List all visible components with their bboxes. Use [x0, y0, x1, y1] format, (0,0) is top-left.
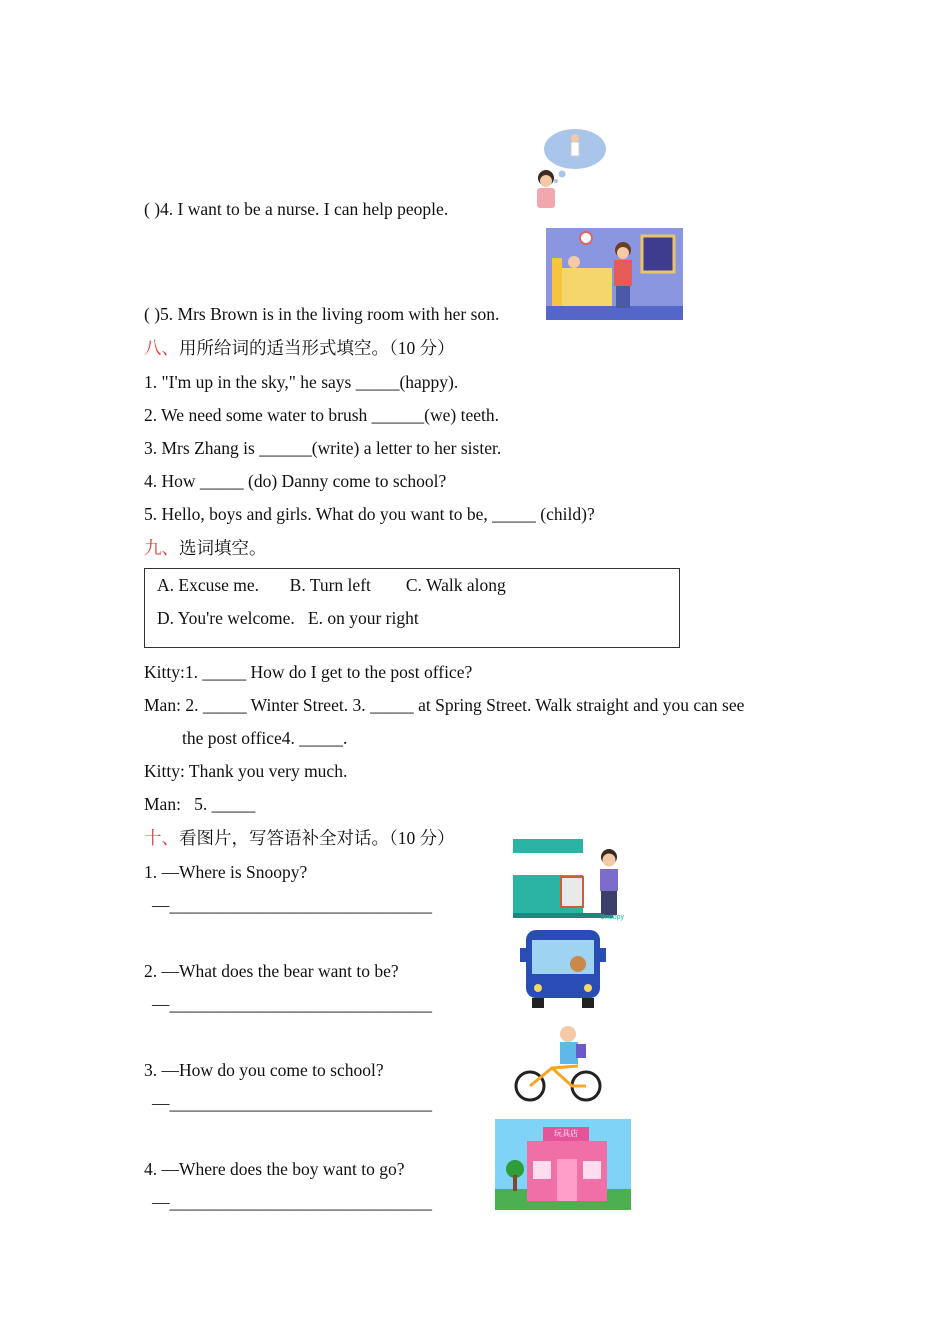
dialogue-line-1: Kitty:1. _____ How do I get to the post office? — [144, 662, 473, 682]
word-bank-row-2: D. You're welcome. E. on your right — [157, 608, 419, 628]
section-8-number: 八、 — [144, 338, 179, 358]
question-7-5: ( )5. Mrs Brown is in the living room with her son. — [144, 304, 500, 324]
section-9-heading — [144, 537, 267, 559]
question-7-4: ( )4. I want to be a nurse. I can help people. — [144, 199, 449, 219]
question-8-2: 2. We need some water to brush ______(we) teeth. — [144, 405, 499, 425]
dialogue-line-2: Man: 2. _____ Winter Street. 3. _____ at Spring Street. Walk straight and you can see — [144, 695, 745, 715]
question-10-4: 4. —Where does the boy want to go? — [144, 1159, 405, 1179]
toy-shop-image — [495, 1119, 631, 1210]
question-8-4: 4. How _____ (do) Danny come to school? — [144, 471, 447, 491]
dialogue-line-4: Kitty: Thank you very much. — [144, 761, 348, 781]
question-8-1: 1. "I'm up in the sky," he says _____(happy). — [144, 372, 459, 392]
question-10-3: 3. —How do you come to school? — [144, 1060, 384, 1080]
word-bank-box — [144, 568, 680, 648]
section-10-title: 看图片，写答语补全对话。（10 分） — [179, 828, 455, 848]
dialogue-line-5: Man: 5. _____ — [144, 794, 256, 814]
word-bank-row-1: A. Excuse me. B. Turn left C. Walk along — [157, 575, 506, 595]
question-8-3: 3. Mrs Zhang is ______(write) a letter to her sister. — [144, 438, 502, 458]
section-8-title: 用所给词的适当形式填空。（10 分） — [179, 338, 455, 358]
section-9-title: 选词填空。 — [179, 538, 267, 558]
dialogue-line-3: the post office4. _____. — [182, 728, 348, 748]
nurse-dream-image — [532, 128, 608, 208]
section-10-number: 十、 — [144, 828, 179, 848]
answer-line-3: —______________________________ — [152, 1093, 432, 1113]
question-10-1: 1. —Where is Snoopy? — [144, 862, 308, 882]
toy-shop-sign: 玩具店 — [554, 1129, 578, 1138]
answer-line-1: —______________________________ — [152, 895, 432, 915]
snoopy-label: Snoopy — [600, 914, 624, 921]
bedroom-mother-son-image — [546, 228, 683, 320]
section-9-number: 九、 — [144, 538, 179, 558]
bus-bear-image — [518, 926, 608, 1012]
question-8-5: 5. Hello, boys and girls. What do you want to be, _____ (child)? — [144, 504, 595, 524]
kitchen-snoopy-image — [493, 831, 630, 922]
answer-line-2: —______________________________ — [152, 994, 432, 1014]
question-10-2: 2. —What does the bear want to be? — [144, 961, 399, 981]
boy-bike-image — [512, 1022, 604, 1104]
answer-line-4: —______________________________ — [152, 1192, 432, 1212]
section-10-heading — [144, 827, 455, 849]
section-8-heading — [144, 337, 455, 359]
